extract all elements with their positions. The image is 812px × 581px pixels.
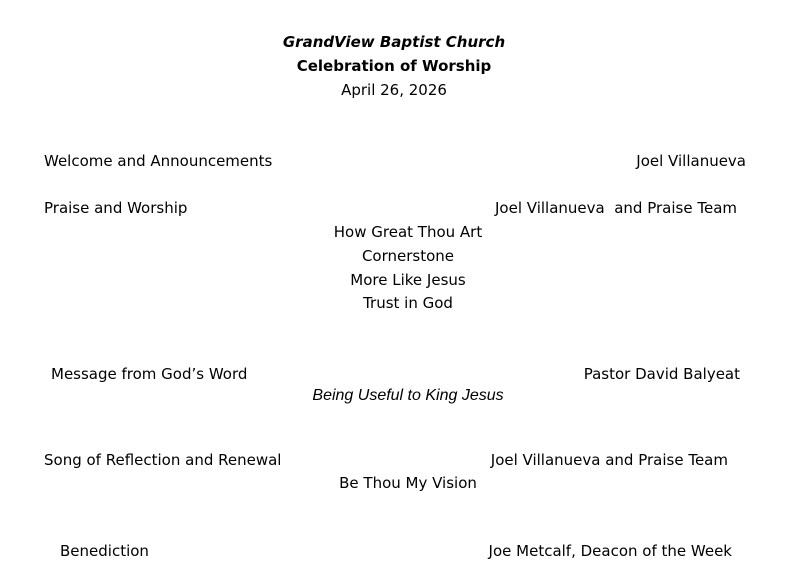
program-item-welcome: Welcome and Announcements	[44, 152, 273, 170]
sermon-title: Being Useful to King Jesus	[312, 387, 504, 404]
program-item-message: Message from God’s Word	[51, 365, 248, 383]
program-leader-reflection: Joel Villanueva and Praise Team	[490, 451, 728, 469]
church-name: GrandView Baptist Church	[282, 33, 506, 51]
service-title: Celebration of Worship	[296, 57, 492, 75]
program-leader-benediction: Joe Metcalf, Deacon of the Week	[488, 542, 732, 560]
song-title: More Like Jesus	[350, 271, 466, 289]
program-leader-message: Pastor David Balyeat	[583, 365, 740, 383]
program-leader-praise: Joel Villanueva and Praise Team	[495, 199, 737, 217]
song-title: Trust in God	[363, 294, 453, 312]
song-title: Cornerstone	[361, 247, 455, 265]
program-item-benediction: Benediction	[60, 542, 149, 560]
program-item-praise: Praise and Worship	[44, 199, 188, 217]
service-date: April 26, 2026	[341, 81, 447, 99]
reflection-song-title: Be Thou My Vision	[339, 474, 477, 492]
song-title: How Great Thou Art	[333, 223, 483, 241]
program-item-reflection: Song of Reflection and Renewal	[44, 451, 282, 469]
program-leader-welcome: Joel Villanueva	[636, 152, 746, 170]
